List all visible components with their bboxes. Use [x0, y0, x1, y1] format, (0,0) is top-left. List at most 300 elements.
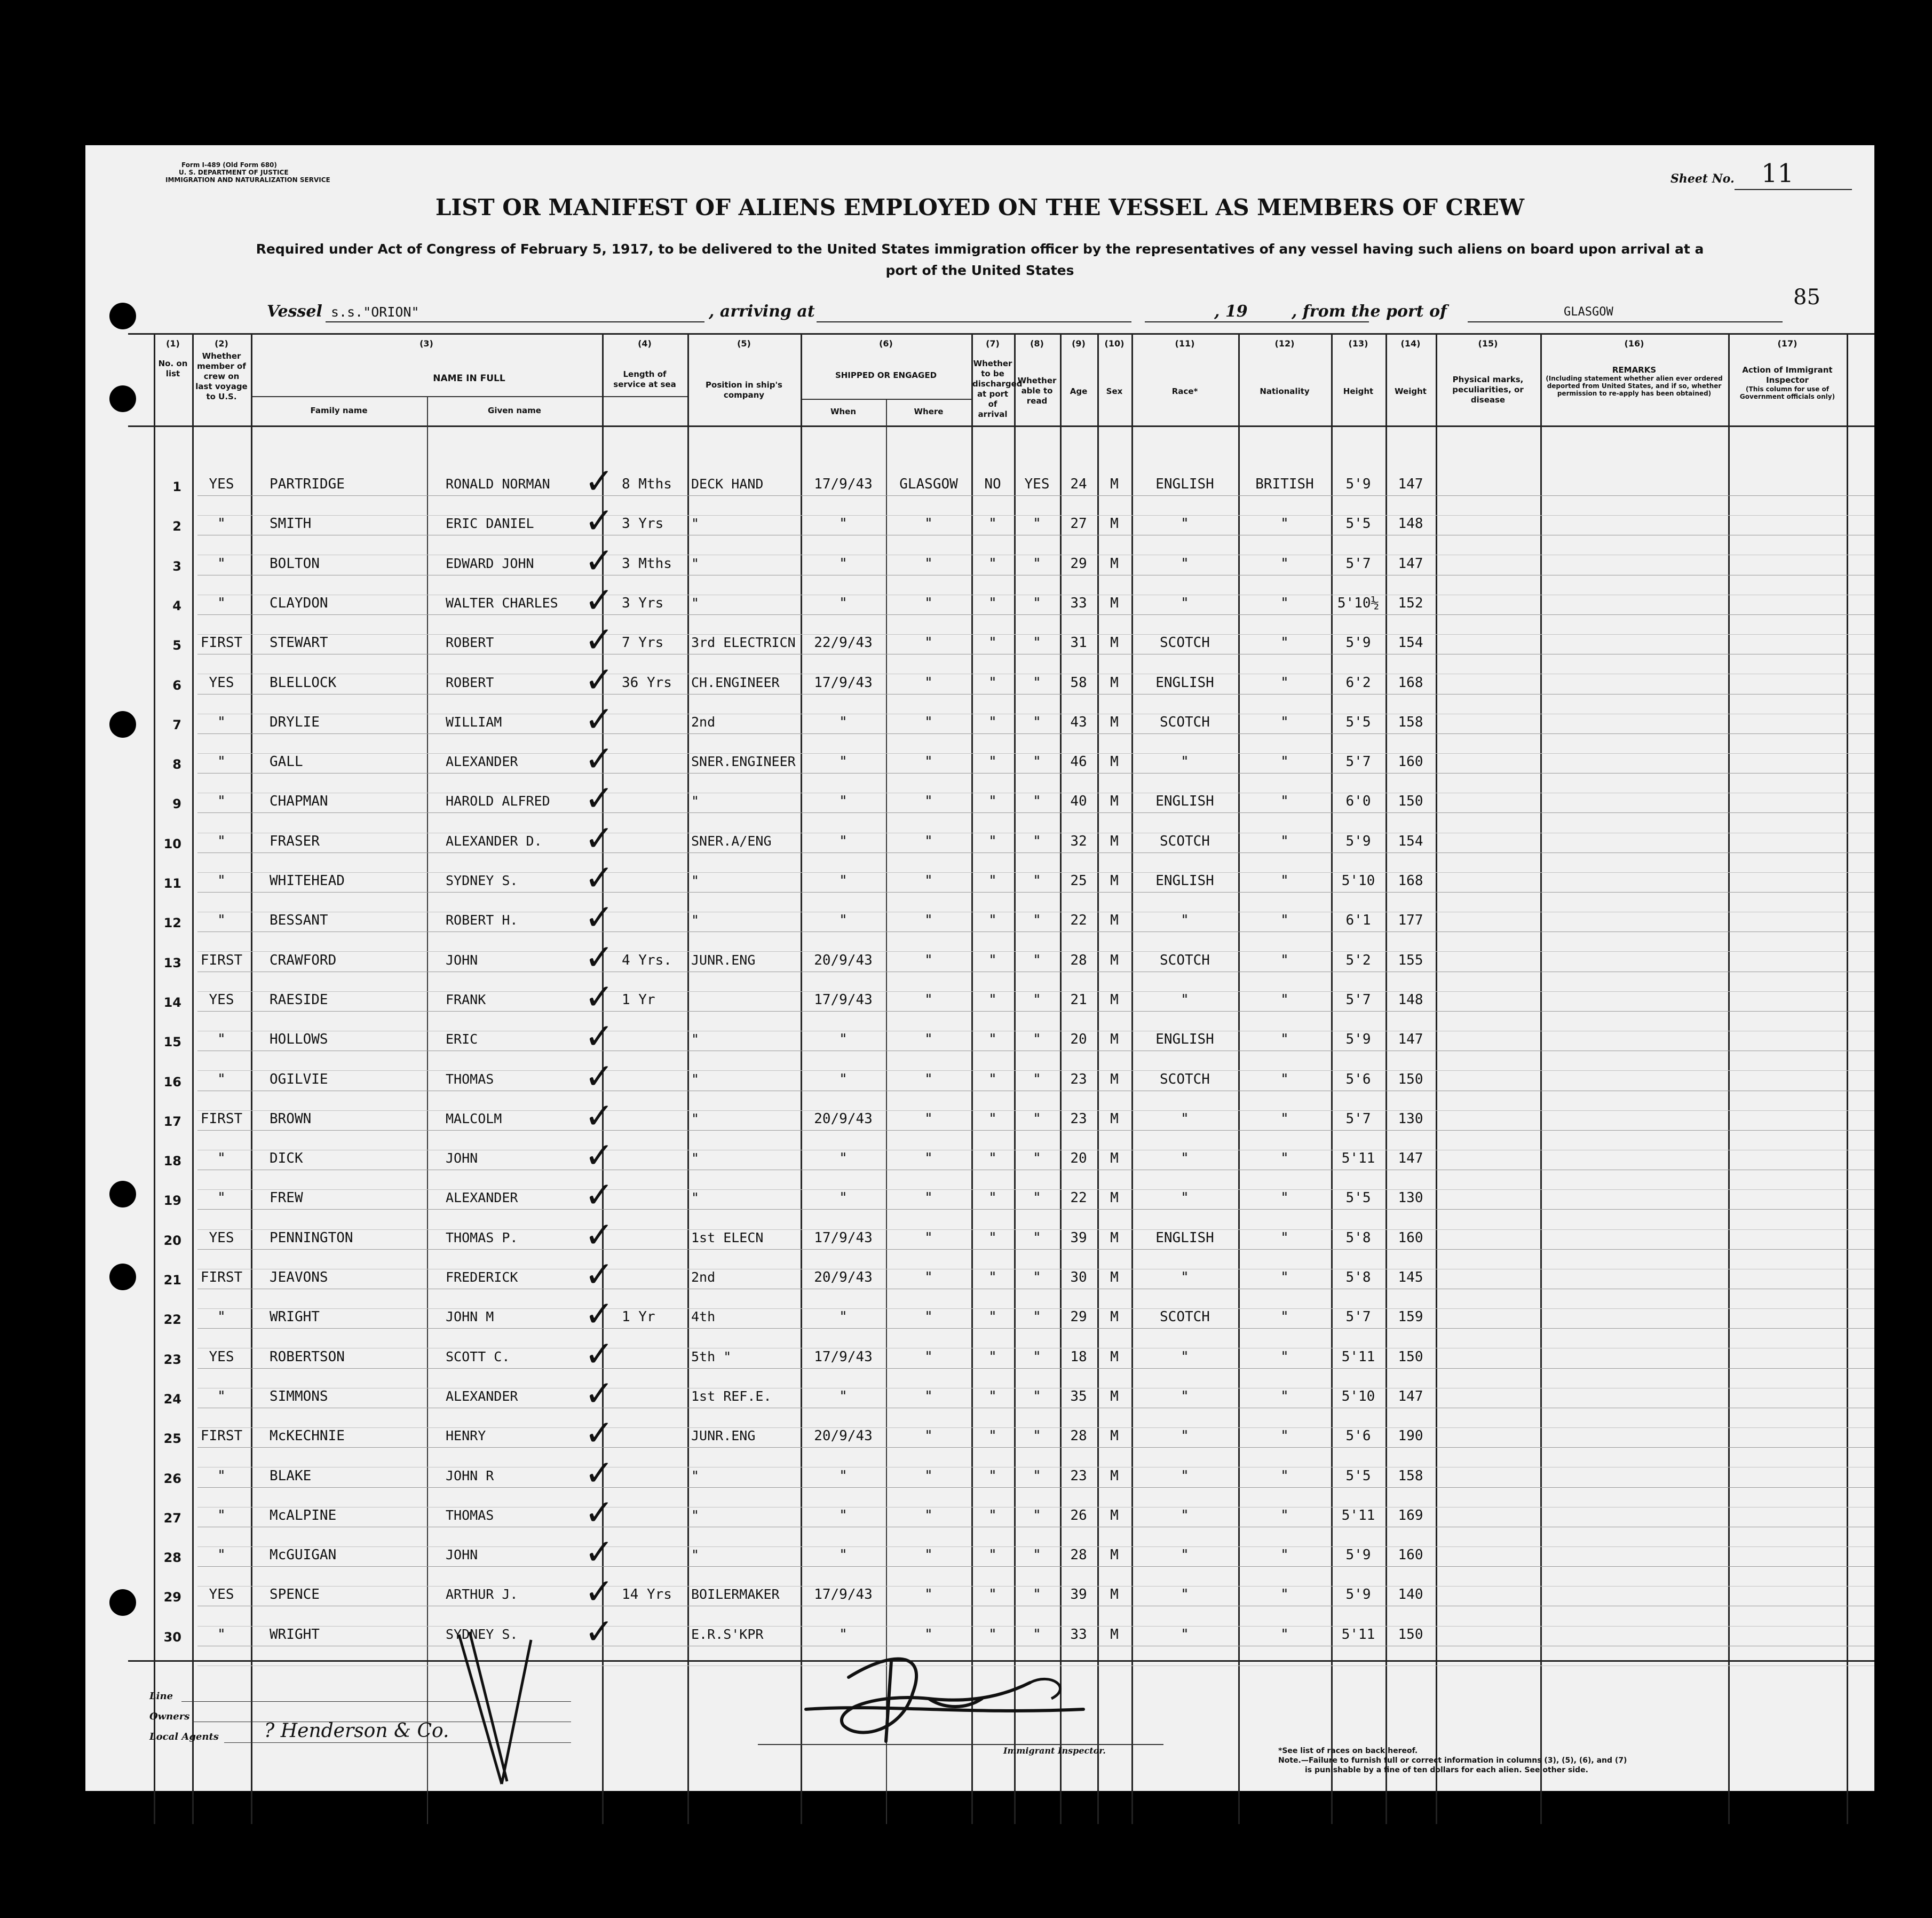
- family-name-cell: SIMMONS: [270, 1388, 328, 1404]
- discharged-cell: ": [988, 714, 997, 730]
- nationality-cell: ": [1280, 1626, 1289, 1643]
- row-number: 17: [163, 1114, 181, 1129]
- age-cell: 43: [1070, 714, 1087, 730]
- shipped-where-cell: ": [924, 1110, 933, 1127]
- crew-member-cell: ": [217, 912, 226, 929]
- given-name-cell: HAROLD ALFRED: [446, 793, 550, 809]
- from-port-value: GLASGOW: [1564, 305, 1613, 319]
- crew-member-cell: ": [217, 754, 226, 770]
- col-line: [1728, 335, 1730, 1824]
- position-cell: DECK HAND: [691, 476, 764, 492]
- able-to-read-cell: ": [1033, 555, 1041, 572]
- able-to-read-cell: ": [1033, 714, 1041, 730]
- race-cell: ": [1181, 754, 1189, 770]
- race-cell: ": [1181, 1150, 1189, 1167]
- able-to-read-cell: ": [1033, 952, 1041, 968]
- row-number: 5: [172, 638, 181, 653]
- nationality-cell: ": [1280, 714, 1289, 730]
- check-mark-icon: ✓: [584, 1016, 614, 1057]
- discharged-cell: ": [988, 516, 997, 532]
- able-to-read-cell: ": [1033, 1150, 1041, 1167]
- race-cell: ENGLISH: [1155, 476, 1214, 492]
- discharged-cell: ": [988, 793, 997, 810]
- from-port-underline: [1468, 321, 1783, 322]
- punch-hole: [109, 303, 136, 329]
- age-cell: 25: [1070, 873, 1087, 889]
- able-to-read-cell: ": [1033, 991, 1041, 1008]
- check-mark-icon: ✓: [584, 1372, 614, 1414]
- sex-cell: M: [1110, 635, 1119, 651]
- discharged-cell: ": [988, 1348, 997, 1365]
- col-line: [251, 335, 252, 1824]
- crew-member-cell: YES: [209, 991, 234, 1008]
- shipped-where-cell: ": [924, 1547, 933, 1564]
- footer-note-races: *See list of races on back hereof.: [1278, 1747, 1418, 1755]
- row-rule: [197, 1368, 1874, 1369]
- col-header-weight: Weight: [1395, 386, 1427, 396]
- nationality-cell: ": [1280, 555, 1289, 572]
- sex-cell: M: [1110, 793, 1119, 810]
- nationality-cell: ": [1280, 873, 1289, 889]
- crew-member-cell: ": [217, 833, 226, 849]
- sex-cell: M: [1110, 595, 1119, 611]
- shipped-when-cell: ": [839, 1190, 848, 1206]
- shipped-when-cell: ": [839, 516, 848, 532]
- race-cell: SCOTCH: [1160, 714, 1210, 730]
- shipped-where-cell: ": [924, 714, 933, 730]
- weight-cell: 145: [1398, 1269, 1423, 1285]
- family-name-cell: WRIGHT: [270, 1309, 320, 1325]
- crew-member-cell: ": [217, 1626, 226, 1643]
- shipped-when-cell: ": [839, 1150, 848, 1167]
- shipped-when-cell: ": [839, 1507, 848, 1524]
- given-name-cell: ALEXANDER: [446, 754, 518, 770]
- shipped-where-cell: ": [924, 1190, 933, 1206]
- row-number: 4: [172, 598, 181, 613]
- shipped-when-cell: 17/9/43: [814, 476, 873, 492]
- crew-member-cell: ": [217, 793, 226, 810]
- col-num-6: (6): [879, 338, 893, 349]
- col-num-1: (1): [166, 338, 180, 349]
- check-mark-icon: ✓: [584, 1532, 614, 1573]
- crew-member-cell: FIRST: [200, 952, 243, 968]
- family-name-cell: FRASER: [270, 833, 320, 849]
- discharged-cell: ": [988, 1626, 997, 1643]
- sheet-underline: [1735, 189, 1852, 190]
- weight-cell: 147: [1398, 1031, 1423, 1048]
- family-name-cell: JEAVONS: [270, 1269, 328, 1285]
- race-cell: ENGLISH: [1155, 793, 1214, 810]
- discharged-cell: ": [988, 635, 997, 651]
- sex-cell: M: [1110, 1348, 1119, 1365]
- punch-hole: [109, 1181, 136, 1207]
- nationality-cell: ": [1280, 1467, 1289, 1484]
- nationality-cell: ": [1280, 1388, 1289, 1404]
- discharged-cell: ": [988, 1150, 997, 1167]
- given-name-cell: ALEXANDER: [446, 1388, 518, 1404]
- shipped-when-cell: 17/9/43: [814, 1587, 873, 1603]
- height-cell: 6'1: [1345, 912, 1371, 929]
- sex-cell: M: [1110, 1031, 1119, 1048]
- age-cell: 58: [1070, 674, 1087, 691]
- family-name-cell: CLAYDON: [270, 595, 328, 611]
- check-mark-icon: ✓: [584, 857, 614, 898]
- crew-member-cell: YES: [209, 1587, 234, 1603]
- discharged-cell: ": [988, 555, 997, 572]
- weight-cell: 177: [1398, 912, 1423, 929]
- shipped-when-cell: ": [839, 873, 848, 889]
- shipped-when-cell: ": [839, 793, 848, 810]
- able-to-read-cell: ": [1033, 1190, 1041, 1206]
- race-cell: ENGLISH: [1155, 873, 1214, 889]
- race-cell: SCOTCH: [1160, 952, 1210, 968]
- position-cell: JUNR.ENG: [691, 952, 756, 968]
- given-name-cell: ROBERT: [446, 674, 494, 690]
- height-cell: 5'9: [1345, 833, 1371, 849]
- shipped-where-cell: ": [924, 674, 933, 691]
- table-top-rule: [128, 333, 1874, 335]
- age-cell: 23: [1070, 1110, 1087, 1127]
- discharged-cell: ": [988, 1229, 997, 1246]
- given-name-cell: FRANK: [446, 991, 486, 1007]
- shipped-when-cell: 17/9/43: [814, 991, 873, 1008]
- shipped-where-cell: ": [924, 873, 933, 889]
- given-name-cell: SYDNEY S.: [446, 1626, 518, 1642]
- height-cell: 5'5: [1345, 1467, 1371, 1484]
- row-number: 12: [163, 915, 181, 931]
- age-cell: 23: [1070, 1467, 1087, 1484]
- weight-cell: 147: [1398, 1388, 1423, 1404]
- discharged-cell: ": [988, 1467, 997, 1484]
- inspector-signature: [753, 1626, 1169, 1757]
- check-mark-icon: ✓: [584, 1571, 614, 1613]
- nationality-cell: ": [1280, 1031, 1289, 1048]
- col-line: [1436, 335, 1437, 1824]
- check-mark-icon: ✓: [584, 738, 614, 780]
- row-number: 15: [163, 1035, 181, 1050]
- col-line: [1847, 335, 1848, 1824]
- weight-cell: 150: [1398, 1626, 1423, 1643]
- punch-hole: [109, 711, 136, 738]
- shipped-where-cell: ": [924, 991, 933, 1008]
- height-cell: 5'11: [1341, 1507, 1375, 1524]
- position-cell: 1st ELECN: [691, 1229, 764, 1245]
- row-number: 27: [163, 1510, 181, 1526]
- check-mark-icon: ✓: [584, 659, 614, 700]
- col-header-given-name: Given name: [488, 406, 541, 415]
- family-name-cell: BOLTON: [270, 555, 320, 572]
- check-mark-icon: ✓: [584, 1095, 614, 1136]
- col-header-shipped: SHIPPED OR ENGAGED: [835, 370, 937, 380]
- shipped-where-cell: ": [924, 1388, 933, 1404]
- col-header-read: Whether able to read: [1017, 376, 1057, 406]
- check-mark-icon: ✓: [584, 1491, 614, 1533]
- position-cell: ": [691, 1190, 700, 1206]
- shipped-when-cell: 20/9/43: [814, 1428, 873, 1445]
- age-cell: 33: [1070, 595, 1087, 611]
- col-header-remarks: REMARKS: [1612, 365, 1657, 375]
- crew-member-cell: FIRST: [200, 1428, 243, 1445]
- race-cell: ": [1181, 1507, 1189, 1524]
- col-num-2: (2): [215, 338, 228, 349]
- row-rule: [197, 614, 1874, 615]
- given-name-cell: JOHN M: [446, 1309, 494, 1325]
- row-number: 13: [163, 955, 181, 970]
- row-number: 8: [172, 757, 181, 772]
- col-num-15: (15): [1478, 338, 1498, 349]
- sex-cell: M: [1110, 873, 1119, 889]
- col-header-race: Race*: [1171, 386, 1198, 396]
- footer-note-penalty: Note.—Failure to furnish full or correct information in columns (3), (5), (6), and (7): [1278, 1756, 1627, 1765]
- shipped-where-cell: ": [924, 1507, 933, 1524]
- race-cell: ": [1181, 1269, 1189, 1285]
- shipped-where-cell: ": [924, 555, 933, 572]
- position-cell: E.R.S'KPR: [691, 1626, 764, 1642]
- punch-hole: [109, 385, 136, 412]
- nationality-cell: ": [1280, 1547, 1289, 1564]
- col-header-length-of-service-at-sea: Length of service at sea: [613, 369, 676, 389]
- family-name-cell: BROWN: [270, 1110, 312, 1127]
- family-name-cell: BLELLOCK: [270, 674, 337, 691]
- nationality-cell: ": [1280, 754, 1289, 770]
- row-rule: [197, 733, 1874, 734]
- nationality-cell: ": [1280, 1507, 1289, 1524]
- given-name-cell: ARTHUR J.: [446, 1587, 518, 1603]
- height-cell: 5'11: [1341, 1348, 1375, 1365]
- agents-label: Local Agents: [149, 1731, 219, 1742]
- height-cell: 5'10½: [1337, 595, 1380, 611]
- age-cell: 21: [1070, 991, 1087, 1008]
- height-cell: 5'8: [1345, 1269, 1371, 1285]
- col-num-4: (4): [638, 338, 652, 349]
- vessel-label: Vessel: [267, 302, 322, 321]
- able-to-read-cell: ": [1033, 912, 1041, 929]
- given-name-cell: JOHN: [446, 952, 478, 968]
- col-num-13: (13): [1348, 338, 1368, 349]
- shipped-where-cell: ": [924, 1587, 933, 1603]
- sex-cell: M: [1110, 516, 1119, 532]
- weight-cell: 148: [1398, 991, 1423, 1008]
- age-cell: 18: [1070, 1348, 1087, 1365]
- service-length-cell: 7 Yrs: [622, 635, 664, 651]
- age-cell: 28: [1070, 952, 1087, 968]
- family-name-cell: HOLLOWS: [270, 1031, 328, 1048]
- crew-member-cell: FIRST: [200, 1269, 243, 1285]
- shipped-when-cell: ": [839, 1467, 848, 1484]
- col-header-family-name: Family name: [310, 406, 368, 415]
- punch-hole: [109, 1589, 136, 1616]
- col-header-position: Position in ship's company: [706, 380, 782, 400]
- nationality-cell: BRITISH: [1255, 476, 1314, 492]
- race-cell: ": [1181, 1388, 1189, 1404]
- col-header-where: Where: [914, 407, 944, 416]
- col-header-name: NAME IN FULL: [433, 373, 505, 384]
- given-name-cell: ROBERT H.: [446, 912, 518, 928]
- race-cell: ENGLISH: [1155, 1229, 1214, 1246]
- weight-cell: 130: [1398, 1190, 1423, 1206]
- shipped-where-cell: ": [924, 952, 933, 968]
- able-to-read-cell: ": [1033, 674, 1041, 691]
- nationality-cell: ": [1280, 1428, 1289, 1445]
- discharged-cell: NO: [984, 476, 1001, 492]
- row-number: 7: [172, 717, 181, 732]
- nationality-cell: ": [1280, 674, 1289, 691]
- able-to-read-cell: ": [1033, 595, 1041, 611]
- sex-cell: M: [1110, 674, 1119, 691]
- row-rule: [197, 812, 1874, 813]
- shipped-where-cell: ": [924, 793, 933, 810]
- row-number: 21: [163, 1273, 181, 1288]
- height-cell: 5'6: [1345, 1428, 1371, 1445]
- service-length-cell: 14 Yrs: [622, 1587, 672, 1603]
- col-header-physical-marks: Physical marks, peculiarities, or disease: [1452, 375, 1524, 405]
- race-cell: ": [1181, 595, 1189, 611]
- position-cell: CH.ENGINEER: [691, 674, 780, 690]
- check-mark-icon: ✓: [584, 1412, 614, 1454]
- service-name: IMMIGRATION AND NATURALIZATION SERVICE: [165, 176, 330, 184]
- col-header-inspector: Action of Immigrant Inspector: [1742, 365, 1833, 385]
- weight-cell: 147: [1398, 555, 1423, 572]
- inspector-caption: Immigrant Inspector.: [1003, 1746, 1106, 1756]
- nationality-cell: ": [1280, 635, 1289, 651]
- able-to-read-cell: ": [1033, 873, 1041, 889]
- crew-member-cell: FIRST: [200, 635, 243, 651]
- discharged-cell: ": [988, 595, 997, 611]
- sex-cell: M: [1110, 1547, 1119, 1564]
- check-mark-icon: ✓: [584, 1135, 614, 1177]
- sex-cell: M: [1110, 1587, 1119, 1603]
- sex-cell: M: [1110, 912, 1119, 929]
- given-name-cell: ALEXANDER D.: [446, 833, 542, 849]
- sex-cell: M: [1110, 1071, 1119, 1087]
- row-number: 25: [163, 1431, 181, 1447]
- nationality-cell: ": [1280, 912, 1289, 929]
- shipped-where-cell: ": [924, 1031, 933, 1048]
- row-number: 3: [172, 558, 181, 574]
- position-cell: JUNR.ENG: [691, 1428, 756, 1444]
- height-cell: 5'11: [1341, 1150, 1375, 1167]
- name-subheader-rule: [251, 396, 687, 397]
- row-rule: [197, 1487, 1874, 1488]
- able-to-read-cell: ": [1033, 635, 1041, 651]
- shipped-where-cell: ": [924, 833, 933, 849]
- able-to-read-cell: ": [1033, 1071, 1041, 1087]
- age-cell: 24: [1070, 476, 1087, 492]
- height-cell: 5'7: [1345, 1309, 1371, 1325]
- position-cell: ": [691, 1467, 700, 1483]
- age-cell: 46: [1070, 754, 1087, 770]
- col-num-11: (11): [1175, 338, 1195, 349]
- subtitle-line-2: port of the United States: [885, 263, 1074, 278]
- age-cell: 20: [1070, 1031, 1087, 1048]
- position-cell: 2nd: [691, 1269, 716, 1285]
- shipped-when-cell: 22/9/43: [814, 635, 873, 651]
- row-rule: [197, 1130, 1874, 1131]
- sex-cell: M: [1110, 1428, 1119, 1445]
- age-cell: 40: [1070, 793, 1087, 810]
- given-name-cell: RONALD NORMAN: [446, 476, 550, 492]
- position-cell: 5th ": [691, 1348, 732, 1364]
- age-cell: 28: [1070, 1428, 1087, 1445]
- crew-member-cell: ": [217, 595, 226, 611]
- able-to-read-cell: ": [1033, 754, 1041, 770]
- row-rule: [197, 495, 1874, 496]
- check-mark-icon: ✓: [584, 1055, 614, 1097]
- header-bottom-rule: [128, 425, 1874, 427]
- weight-cell: 158: [1398, 1467, 1423, 1484]
- nationality-cell: ": [1280, 952, 1289, 968]
- service-length-cell: 4 Yrs.: [622, 952, 672, 968]
- given-name-cell: ERIC DANIEL: [446, 516, 534, 532]
- discharged-cell: ": [988, 1110, 997, 1127]
- shipped-when-cell: ": [839, 1031, 848, 1048]
- page-number: 85: [1793, 285, 1820, 310]
- check-mark-icon: ✓: [584, 976, 614, 1017]
- family-name-cell: FREW: [270, 1190, 303, 1206]
- sex-cell: M: [1110, 1229, 1119, 1246]
- nationality-cell: ": [1280, 516, 1289, 532]
- weight-cell: 168: [1398, 873, 1423, 889]
- weight-cell: 150: [1398, 1071, 1423, 1087]
- col-header-crew: Whether member of crew on last voyage to U.S.: [195, 351, 248, 401]
- race-cell: ": [1181, 1110, 1189, 1127]
- sex-cell: M: [1110, 833, 1119, 849]
- age-cell: 31: [1070, 635, 1087, 651]
- shipped-when-cell: ": [839, 912, 848, 929]
- race-cell: ": [1181, 555, 1189, 572]
- sheet-number: 11: [1761, 159, 1794, 188]
- sex-cell: M: [1110, 476, 1119, 492]
- family-name-cell: CHAPMAN: [270, 793, 328, 810]
- vessel-underline: [326, 321, 704, 322]
- height-cell: 5'9: [1345, 476, 1371, 492]
- able-to-read-cell: ": [1033, 1507, 1041, 1524]
- discharged-cell: ": [988, 1587, 997, 1603]
- shipped-where-cell: GLASGOW: [899, 476, 958, 492]
- row-rule: [197, 892, 1874, 893]
- family-name-cell: McKECHNIE: [270, 1428, 345, 1445]
- height-cell: 5'9: [1345, 1031, 1371, 1048]
- col-num-5: (5): [737, 338, 751, 349]
- col-num-12: (12): [1274, 338, 1295, 349]
- discharged-cell: ": [988, 873, 997, 889]
- able-to-read-cell: ": [1033, 833, 1041, 849]
- weight-cell: 159: [1398, 1309, 1423, 1325]
- position-cell: ": [691, 1507, 700, 1523]
- position-cell: ": [691, 1071, 700, 1087]
- height-cell: 5'5: [1345, 714, 1371, 730]
- able-to-read-cell: ": [1033, 1348, 1041, 1365]
- shipped-where-cell: ": [924, 754, 933, 770]
- race-cell: ": [1181, 1626, 1189, 1643]
- col-num-9: (9): [1072, 338, 1086, 349]
- shipped-when-cell: 20/9/43: [814, 1269, 873, 1285]
- able-to-read-cell: ": [1033, 1428, 1041, 1445]
- weight-cell: 130: [1398, 1110, 1423, 1127]
- row-number: 10: [163, 836, 181, 851]
- check-mark-icon: ✓: [584, 778, 614, 819]
- given-name-cell: SCOTT C.: [446, 1348, 510, 1364]
- position-cell: 4th: [691, 1309, 716, 1325]
- height-cell: 5'5: [1345, 516, 1371, 532]
- shipped-when-cell: ": [839, 595, 848, 611]
- crew-member-cell: ": [217, 1150, 226, 1167]
- able-to-read-cell: ": [1033, 1269, 1041, 1285]
- weight-cell: 168: [1398, 674, 1423, 691]
- check-mark-icon: ✓: [584, 500, 614, 542]
- height-cell: 5'11: [1341, 1626, 1375, 1643]
- weight-cell: 147: [1398, 1150, 1423, 1167]
